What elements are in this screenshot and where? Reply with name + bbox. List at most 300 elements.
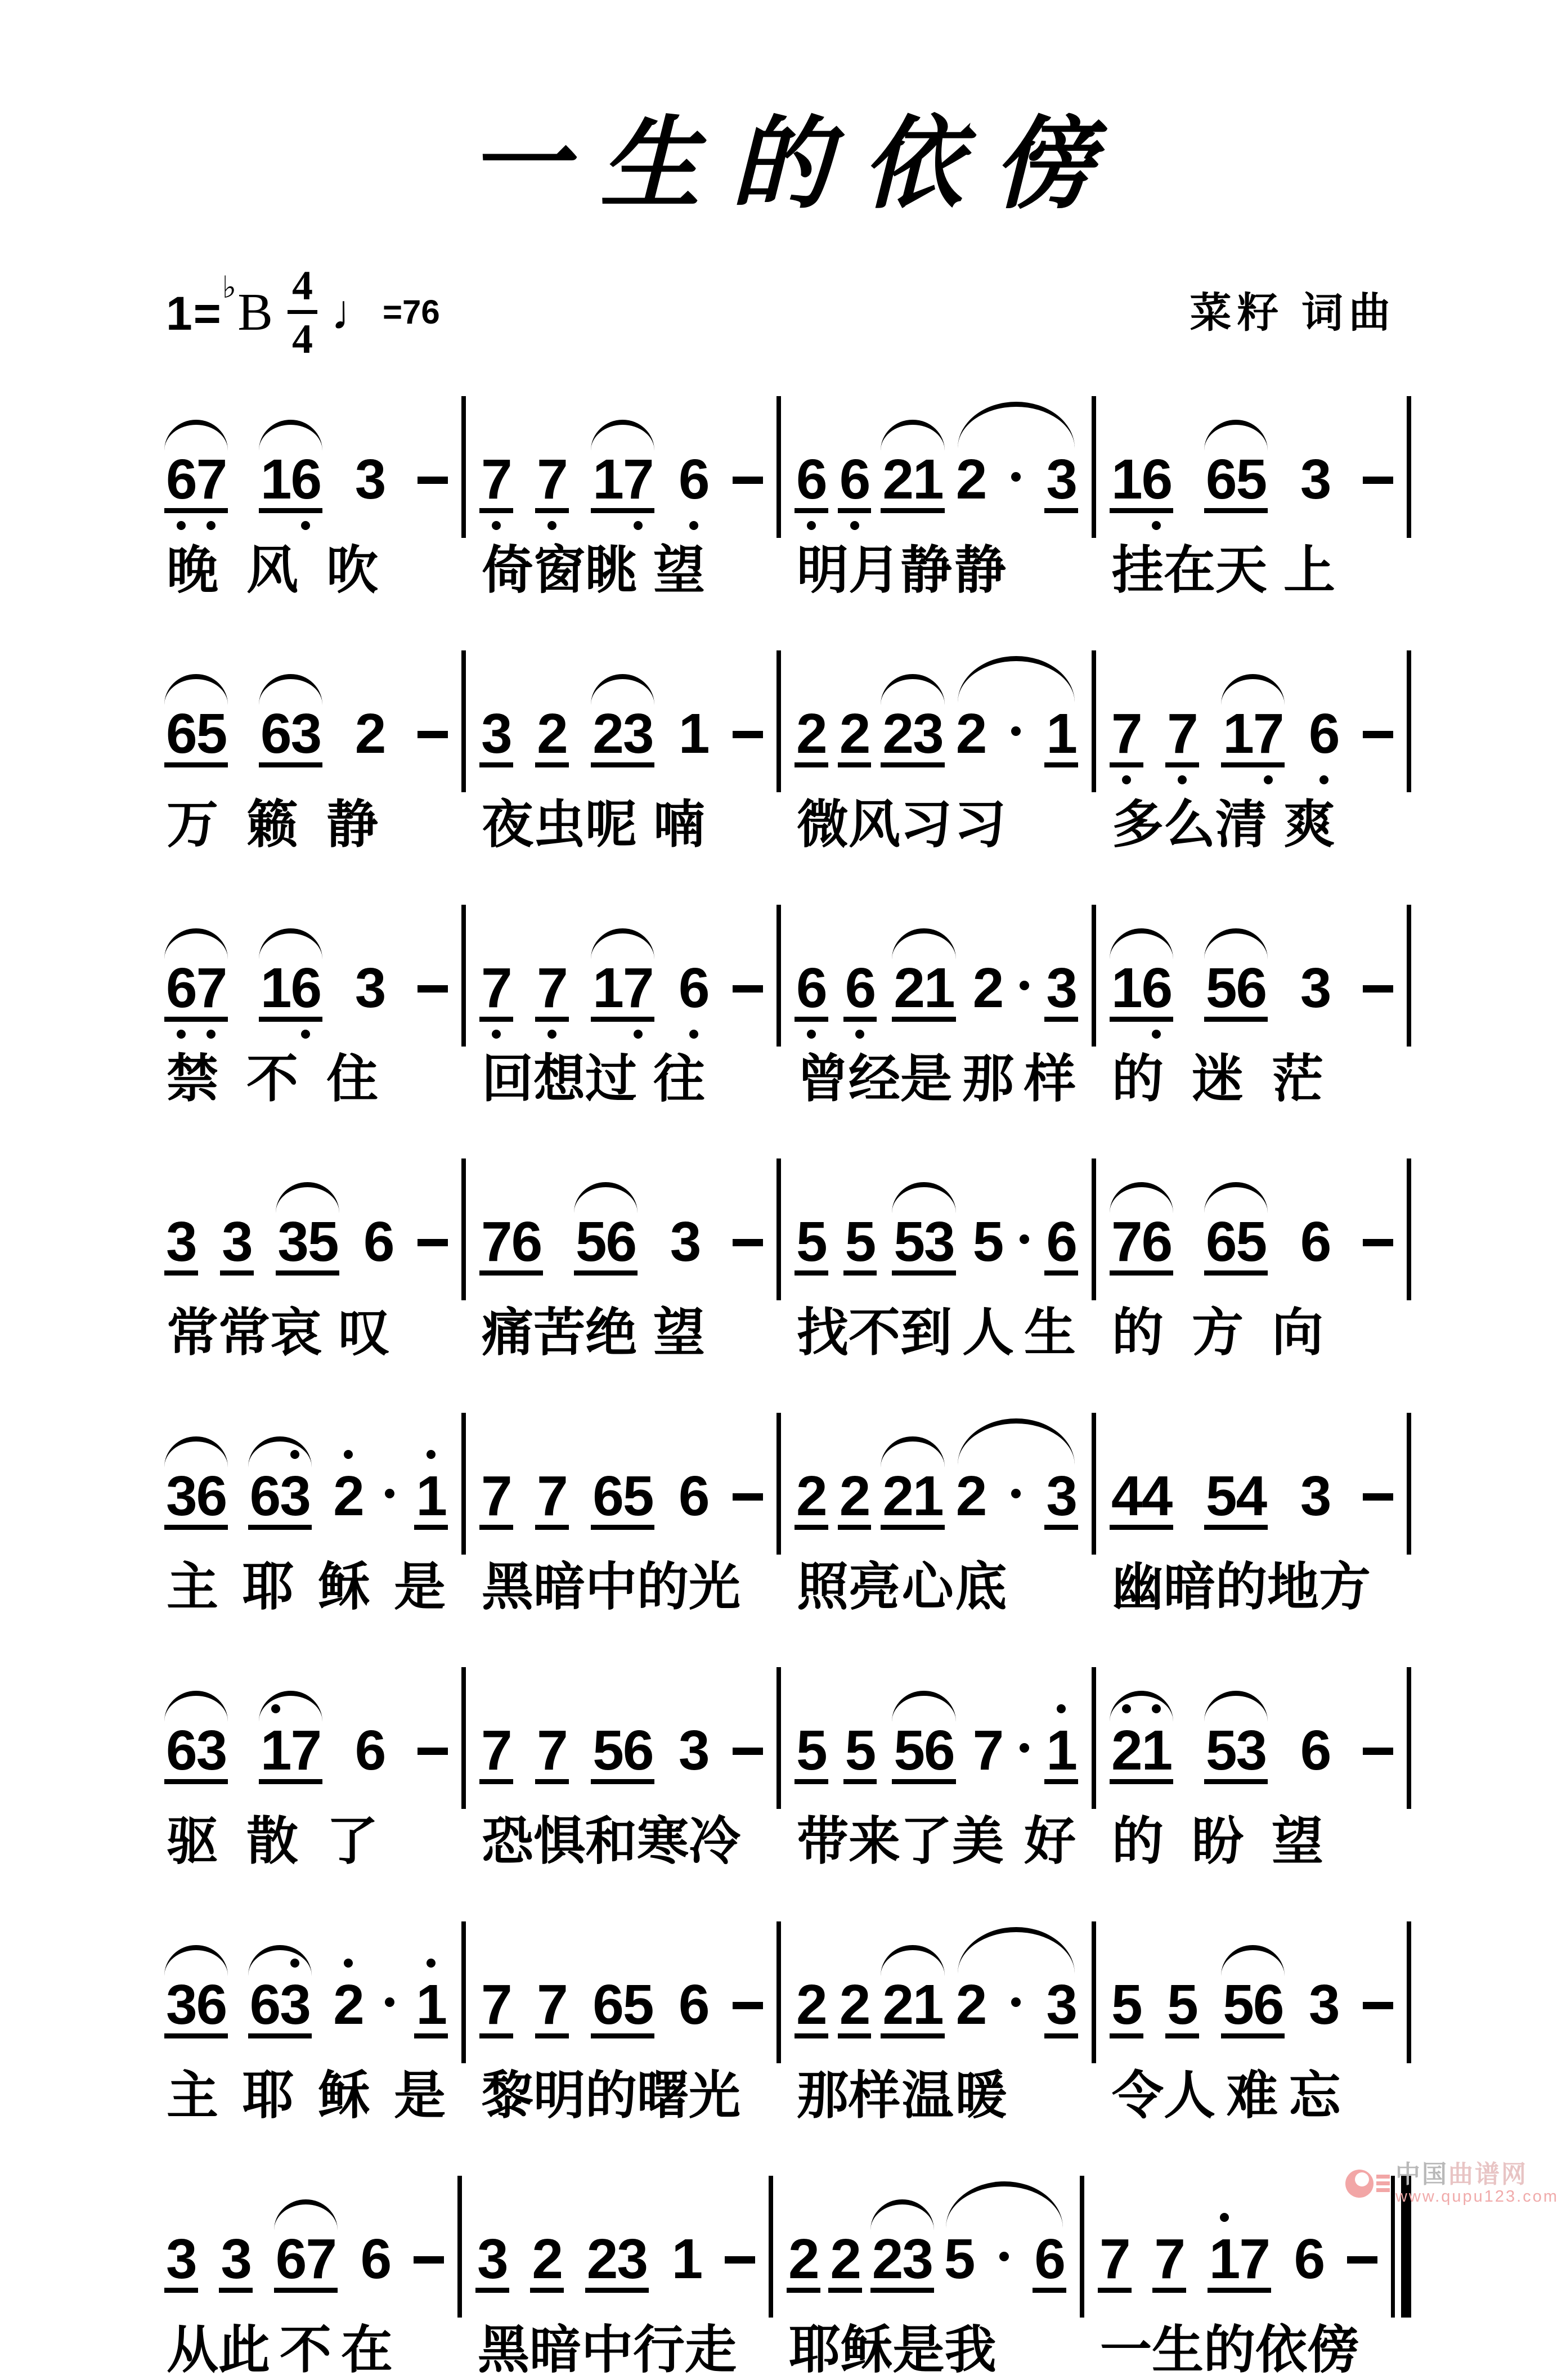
- lyric-spacer: [406, 796, 446, 855]
- measure: [151, 2227, 457, 2293]
- slur-arc-icon: [164, 928, 228, 959]
- note-digit: 5: [1205, 956, 1236, 1020]
- note-token: [838, 1973, 872, 2038]
- slur-arc-icon: [958, 402, 1075, 448]
- note-digit: 3: [166, 2227, 196, 2291]
- lyric-measure: [151, 1050, 461, 1110]
- note-digit: 2: [333, 1973, 363, 2036]
- lyric-syllable: 了: [326, 1812, 379, 1870]
- qupu-logo-icon: [1345, 2170, 1390, 2198]
- note-token: [591, 956, 654, 1022]
- lyric-syllable: 那: [962, 1050, 1014, 1108]
- note-digit: 1: [913, 1973, 943, 2036]
- note-digit: 6: [1253, 1973, 1283, 2036]
- slur-arc-icon: [892, 1691, 955, 1722]
- note-digit: 1: [260, 448, 291, 511]
- note-token: [353, 702, 387, 767]
- note-token: [574, 1210, 638, 1276]
- logo-bars-icon: [1376, 2175, 1390, 2192]
- note-token: [838, 702, 872, 767]
- note-digit: 2: [882, 702, 913, 765]
- note-digit: 3: [1236, 1718, 1267, 1782]
- note-digit: 6: [275, 2227, 306, 2291]
- note-digit: 6: [166, 1718, 196, 1782]
- duration-dash: [1363, 2002, 1393, 2009]
- lyric-syllable: 叹: [338, 1304, 391, 1362]
- note-token: [164, 702, 228, 767]
- note-digit: 1: [416, 1973, 446, 2036]
- slur-arc-icon: [591, 674, 654, 705]
- lyric-syllable: 盼: [1192, 1812, 1244, 1870]
- barline: [769, 2176, 773, 2318]
- lyric-syllable: 方: [1319, 1559, 1371, 1616]
- barline: [1407, 905, 1411, 1047]
- barline: [1407, 1158, 1411, 1300]
- note-token: [414, 1465, 448, 1530]
- note-token: [535, 956, 569, 1022]
- note-digit: 2: [894, 956, 924, 1020]
- slur-arc-icon: [259, 1691, 322, 1722]
- slur-arc-icon: [164, 1691, 228, 1722]
- note-token: [479, 1718, 513, 1784]
- note-digit: 3: [166, 1465, 196, 1528]
- note-token: [353, 448, 387, 513]
- note-digit: 6: [196, 1973, 227, 2036]
- note-digit: 3: [222, 1210, 252, 1274]
- lyric-bar-spacer: [461, 541, 466, 601]
- lyric-spacer: [1008, 1558, 1076, 1618]
- notes-row: [151, 1363, 1411, 1556]
- note-token: [535, 1465, 569, 1530]
- lyric-bar-spacer: [1407, 1558, 1411, 1618]
- measure: [1096, 1465, 1407, 1530]
- barline: [1407, 1921, 1411, 2063]
- note-token: [881, 702, 944, 767]
- watermark: [1345, 2162, 1559, 2205]
- note-token: [1110, 1973, 1143, 2038]
- time-signature: [288, 262, 317, 362]
- lyric-measure: [466, 796, 776, 855]
- lyric-spacer: [406, 541, 446, 601]
- note-digit: 5: [593, 1718, 623, 1782]
- lyric-syllable: 爽: [1283, 796, 1336, 854]
- note-digit: 3: [913, 702, 943, 765]
- lyric-spacer: [721, 796, 761, 855]
- note-token: [677, 956, 711, 1022]
- lyric-syllable: 风: [246, 542, 299, 599]
- note-token: [535, 448, 569, 513]
- note-token: [942, 2227, 976, 2293]
- note-digit: 7: [481, 1210, 511, 1274]
- lyric-syllable: 走: [685, 2321, 737, 2379]
- note-digit: 1: [593, 956, 623, 1020]
- measure: [151, 1465, 461, 1530]
- dotted-note-dot: [1011, 726, 1021, 736]
- measure: [781, 1465, 1092, 1530]
- lyric-syllable: 耶稣: [789, 2321, 893, 2379]
- lyric-spacer: [740, 2067, 780, 2126]
- lyric-syllable: 难: [1226, 2067, 1278, 2125]
- note-digit: 3: [1046, 1465, 1076, 1528]
- barline: [1407, 650, 1411, 792]
- note-digit: 6: [290, 956, 321, 1020]
- note-digit: 3: [1046, 448, 1076, 511]
- lyric-measure: [1096, 1558, 1407, 1618]
- note-digit: 7: [481, 1718, 511, 1782]
- lyric-syllable: 耶: [242, 2067, 294, 2125]
- note-token: [353, 1718, 387, 1784]
- measure: [466, 702, 776, 767]
- slur-arc-icon: [1204, 420, 1268, 451]
- note-token: [1044, 448, 1078, 513]
- note-token: [164, 956, 228, 1022]
- note-token: [479, 702, 513, 767]
- lyric-measure: [151, 541, 461, 601]
- measure: [1096, 956, 1407, 1022]
- lyric-syllable: 幽暗: [1112, 1559, 1216, 1616]
- note-digit: 6: [605, 1210, 636, 1274]
- site-name-part2: 曲谱网: [1448, 2161, 1528, 2189]
- note-token: [535, 702, 569, 767]
- lyrics-row: [151, 1558, 1411, 1618]
- barline: [461, 905, 466, 1047]
- duration-dash: [733, 1493, 763, 1501]
- lyric-measure: [1084, 2321, 1391, 2380]
- note-token: [591, 448, 654, 513]
- barline: [1092, 1413, 1096, 1555]
- slur-arc-icon: [591, 928, 654, 959]
- time-numerator: 4: [288, 265, 317, 314]
- barline: [776, 905, 781, 1047]
- lyric-syllable: 望: [653, 542, 706, 599]
- lyric-spacer: [1352, 1812, 1391, 1872]
- note-token: [479, 448, 513, 513]
- lyric-bar-spacer: [461, 2067, 466, 2126]
- note-token: [1110, 1210, 1173, 1276]
- lyric-syllable: 黑暗: [478, 2321, 582, 2379]
- note-digit: 2: [796, 1465, 827, 1528]
- lyric-spacer: [1352, 541, 1391, 601]
- duration-dash: [1363, 985, 1393, 993]
- note-token: [954, 702, 988, 767]
- barline: [461, 1667, 466, 1809]
- note-token: [591, 1465, 654, 1530]
- note-digit: 6: [1205, 448, 1236, 511]
- note-token: [954, 448, 988, 513]
- note-digit: 7: [306, 2227, 336, 2291]
- note-token: [1033, 2227, 1066, 2293]
- lyric-syllable: 的: [1112, 1304, 1164, 1362]
- lyric-syllable: 回想过: [482, 1050, 638, 1108]
- note-digit: 2: [796, 1973, 827, 2036]
- lyric-measure: [466, 541, 776, 601]
- duration-dash: [1363, 731, 1393, 738]
- lyric-spacer: [406, 1050, 446, 1110]
- lyrics-row: [151, 1304, 1411, 1363]
- lyric-spacer: [740, 1812, 780, 1872]
- note-digit: 3: [1308, 1973, 1339, 2036]
- note-digit: 2: [955, 702, 986, 765]
- note-digit: 7: [1111, 702, 1142, 765]
- slur-arc-icon: [1204, 1182, 1268, 1213]
- note-digit: 6: [678, 956, 709, 1020]
- lyric-syllable: 忘: [1289, 2067, 1341, 2125]
- note-token: [219, 2227, 253, 2293]
- note-digit: 5: [622, 1465, 653, 1528]
- note-digit: 6: [166, 448, 196, 511]
- tempo-value: =76: [382, 293, 440, 331]
- barline: [461, 650, 466, 792]
- note-token: [795, 1718, 828, 1784]
- duration-dash: [418, 1748, 448, 1755]
- dotted-note-dot: [385, 1997, 394, 2007]
- note-token: [164, 1718, 228, 1784]
- lyric-spacer: [1352, 1304, 1391, 1363]
- note-digit: 5: [845, 1210, 876, 1274]
- note-digit: 1: [1209, 2227, 1240, 2291]
- note-token: [591, 1973, 654, 2038]
- note-digit: 1: [678, 702, 709, 765]
- note-token: [881, 1465, 944, 1530]
- note-digit: 2: [354, 702, 385, 765]
- note-digit: 3: [221, 2227, 251, 2291]
- note-digit: 1: [1111, 956, 1142, 1020]
- note-digit: 7: [1253, 702, 1283, 765]
- lyric-syllable: 令人: [1112, 2067, 1216, 2125]
- lyrics-row: [151, 1812, 1411, 1872]
- barline: [776, 650, 781, 792]
- note-token: [1221, 702, 1285, 767]
- dotted-note-dot: [1020, 1743, 1029, 1753]
- note-token: [1044, 702, 1078, 767]
- duration-dash: [418, 985, 448, 993]
- note-digit: 7: [537, 1973, 567, 2036]
- note-digit: 6: [839, 448, 870, 511]
- notes-row: [151, 1618, 1411, 1810]
- note-token: [1221, 1973, 1285, 2038]
- note-digit: 6: [678, 1973, 709, 2036]
- lyric-bar-spacer: [1092, 796, 1096, 855]
- lyric-syllable: 多么清: [1112, 796, 1268, 854]
- note-token: [535, 1973, 569, 2038]
- tempo-marking: [330, 284, 440, 340]
- lyric-syllable: 恐惧和寒: [482, 1812, 689, 1870]
- lyric-syllable: 生: [1024, 1304, 1076, 1362]
- note-token: [479, 1210, 543, 1276]
- note-group: [954, 702, 1078, 767]
- note-digit: 5: [1205, 1718, 1236, 1782]
- note-digit: 7: [622, 448, 653, 511]
- duration-dash: [1363, 1239, 1393, 1246]
- lyric-bar-spacer: [776, 1304, 781, 1363]
- slur-arc-icon: [881, 1945, 944, 1976]
- note-digit: 2: [955, 1465, 986, 1528]
- slur-arc-icon: [248, 1945, 312, 1976]
- note-digit: 7: [481, 1973, 511, 2036]
- music-line: [151, 855, 1411, 1110]
- lyric-syllable: 静: [954, 542, 1007, 599]
- note-digit: 7: [622, 956, 653, 1020]
- lyric-bar-spacer: [461, 1050, 466, 1110]
- note-digit: 7: [1099, 2227, 1130, 2291]
- lyric-bar-spacer: [1407, 541, 1411, 601]
- lyric-syllable: 明月静: [797, 542, 953, 599]
- lyric-bar-spacer: [461, 796, 466, 855]
- lyric-syllable: 是: [393, 2067, 446, 2125]
- slur-arc-icon: [1221, 1945, 1285, 1976]
- note-token: [787, 2227, 820, 2293]
- dotted-note-dot: [1011, 472, 1021, 482]
- note-digit: 6: [354, 1718, 385, 1782]
- note-digit: 5: [894, 1210, 924, 1274]
- note-token: [843, 956, 877, 1022]
- lyric-syllable: 温: [901, 2067, 954, 2125]
- lyric-measure: [781, 541, 1092, 601]
- note-digit: 2: [830, 2227, 860, 2291]
- note-token: [248, 1973, 312, 2038]
- note-token: [971, 1210, 1005, 1276]
- dotted-note-dot: [1020, 1234, 1029, 1244]
- measure: [462, 2227, 769, 2293]
- duration-dash: [733, 2002, 763, 2009]
- note-token: [362, 1210, 396, 1276]
- barline: [1092, 1921, 1096, 2063]
- measure: [1084, 2227, 1391, 2293]
- note-digit: 7: [537, 956, 567, 1020]
- note-token: [591, 1718, 654, 1784]
- barline: [1092, 396, 1096, 538]
- lyric-syllable: 的: [1112, 1812, 1164, 1870]
- note-token: [259, 448, 322, 513]
- slur-arc-icon: [574, 1182, 638, 1213]
- note-digit: 7: [537, 448, 567, 511]
- slur-arc-icon: [958, 656, 1075, 703]
- lyric-syllable: 晚: [167, 542, 219, 599]
- note-digit: 6: [1236, 956, 1267, 1020]
- note-token: [971, 956, 1005, 1022]
- lyric-spacer: [406, 1812, 446, 1872]
- note-digit: 6: [363, 1210, 394, 1274]
- note-digit: 2: [839, 1465, 870, 1528]
- note-token: [1299, 448, 1332, 513]
- note-token: [164, 1973, 228, 2038]
- note-token: [795, 702, 828, 767]
- lyric-syllable: 散: [246, 1812, 299, 1870]
- note-token: [1044, 1210, 1078, 1276]
- slur-arc-icon: [259, 674, 322, 705]
- barline: [776, 1413, 781, 1555]
- lyric-syllable: 不: [280, 2321, 332, 2379]
- note-digit: 7: [1239, 2227, 1269, 2291]
- slur-arc-icon: [164, 674, 228, 705]
- slur-arc-icon: [881, 674, 944, 705]
- lyric-syllable: 习: [954, 796, 1007, 854]
- note-token: [1299, 1465, 1332, 1530]
- lyric-measure: [151, 2321, 457, 2380]
- lyric-syllable: 茫: [1272, 1050, 1324, 1108]
- lyric-syllable: 傍: [1307, 2321, 1359, 2379]
- note-digit: 2: [955, 1973, 986, 2036]
- duration-dash: [733, 1748, 763, 1755]
- lyric-syllable: 是: [393, 1559, 446, 1616]
- note-digit: 6: [923, 1718, 954, 1782]
- notes-row: [151, 601, 1411, 793]
- note-token: [1307, 1973, 1341, 2038]
- note-token: [677, 1718, 711, 1784]
- note-digit: 6: [260, 702, 291, 765]
- lyric-syllable: 照亮: [797, 1559, 901, 1616]
- note-token: [892, 956, 955, 1022]
- slur-arc-icon: [248, 1436, 312, 1467]
- lyric-bar-spacer: [1092, 1050, 1096, 1110]
- note-token: [1204, 448, 1268, 513]
- lyric-syllable: 黑暗: [482, 1559, 586, 1616]
- slur-arc-icon: [1221, 674, 1285, 705]
- note-token: [1044, 1465, 1078, 1530]
- duration-dash: [1347, 2256, 1377, 2264]
- note-token: [1110, 448, 1173, 513]
- note-digit: 3: [670, 1210, 701, 1274]
- note-group: [942, 2227, 1066, 2293]
- lyric-syllable: 我: [944, 2321, 997, 2379]
- slur-arc-icon: [881, 420, 944, 451]
- note-token: [1299, 956, 1332, 1022]
- note-digit: 2: [333, 1465, 363, 1528]
- notes-row: [151, 347, 1411, 539]
- note-digit: 7: [481, 956, 511, 1020]
- lyric-syllable: 望: [1272, 1812, 1324, 1870]
- note-digit: 3: [1046, 956, 1076, 1020]
- note-token: [1204, 1465, 1268, 1530]
- note-digit: 7: [972, 1718, 1003, 1782]
- note-token: [1044, 956, 1078, 1022]
- lyric-syllable: 一生: [1100, 2321, 1204, 2379]
- lyric-bar-spacer: [461, 1558, 466, 1618]
- lyric-syllable: 的依: [1204, 2321, 1308, 2379]
- lyric-bar-spacer: [776, 1050, 781, 1110]
- lyric-syllable: 喃: [653, 796, 706, 854]
- note-digit: 3: [1300, 956, 1331, 1020]
- note-digit: 7: [290, 1718, 321, 1782]
- slur-arc-icon: [274, 2199, 338, 2230]
- lyric-spacer: [740, 1558, 780, 1618]
- note-digit: 7: [537, 1718, 567, 1782]
- note-token: [535, 1718, 569, 1784]
- note-token: [668, 1210, 702, 1276]
- site-name: [1395, 2162, 1528, 2188]
- note-token: [331, 1465, 365, 1530]
- slur-arc-icon: [946, 2181, 1063, 2228]
- lyric-bar-spacer: [457, 2321, 462, 2380]
- lyric-syllable: 吹: [326, 542, 379, 599]
- lyric-measure: [151, 1304, 461, 1363]
- watermark-text: [1395, 2162, 1559, 2205]
- note-digit: 7: [537, 1465, 567, 1528]
- slur-arc-icon: [276, 1182, 339, 1213]
- note-digit: 7: [1167, 702, 1197, 765]
- lyric-measure: [781, 2067, 1092, 2126]
- lyric-spacer: [1352, 796, 1391, 855]
- lyric-measure: [466, 1812, 776, 1872]
- lyric-measure: [781, 1050, 1092, 1110]
- lyric-spacer: [721, 541, 761, 601]
- note-digit: 6: [678, 448, 709, 511]
- lyric-syllable: 常常哀: [167, 1304, 322, 1362]
- note-digit: 6: [249, 1465, 280, 1528]
- note-digit: 5: [1111, 1973, 1142, 2036]
- quarter-note-icon: ♩: [330, 284, 380, 340]
- note-digit: 6: [1141, 956, 1172, 1020]
